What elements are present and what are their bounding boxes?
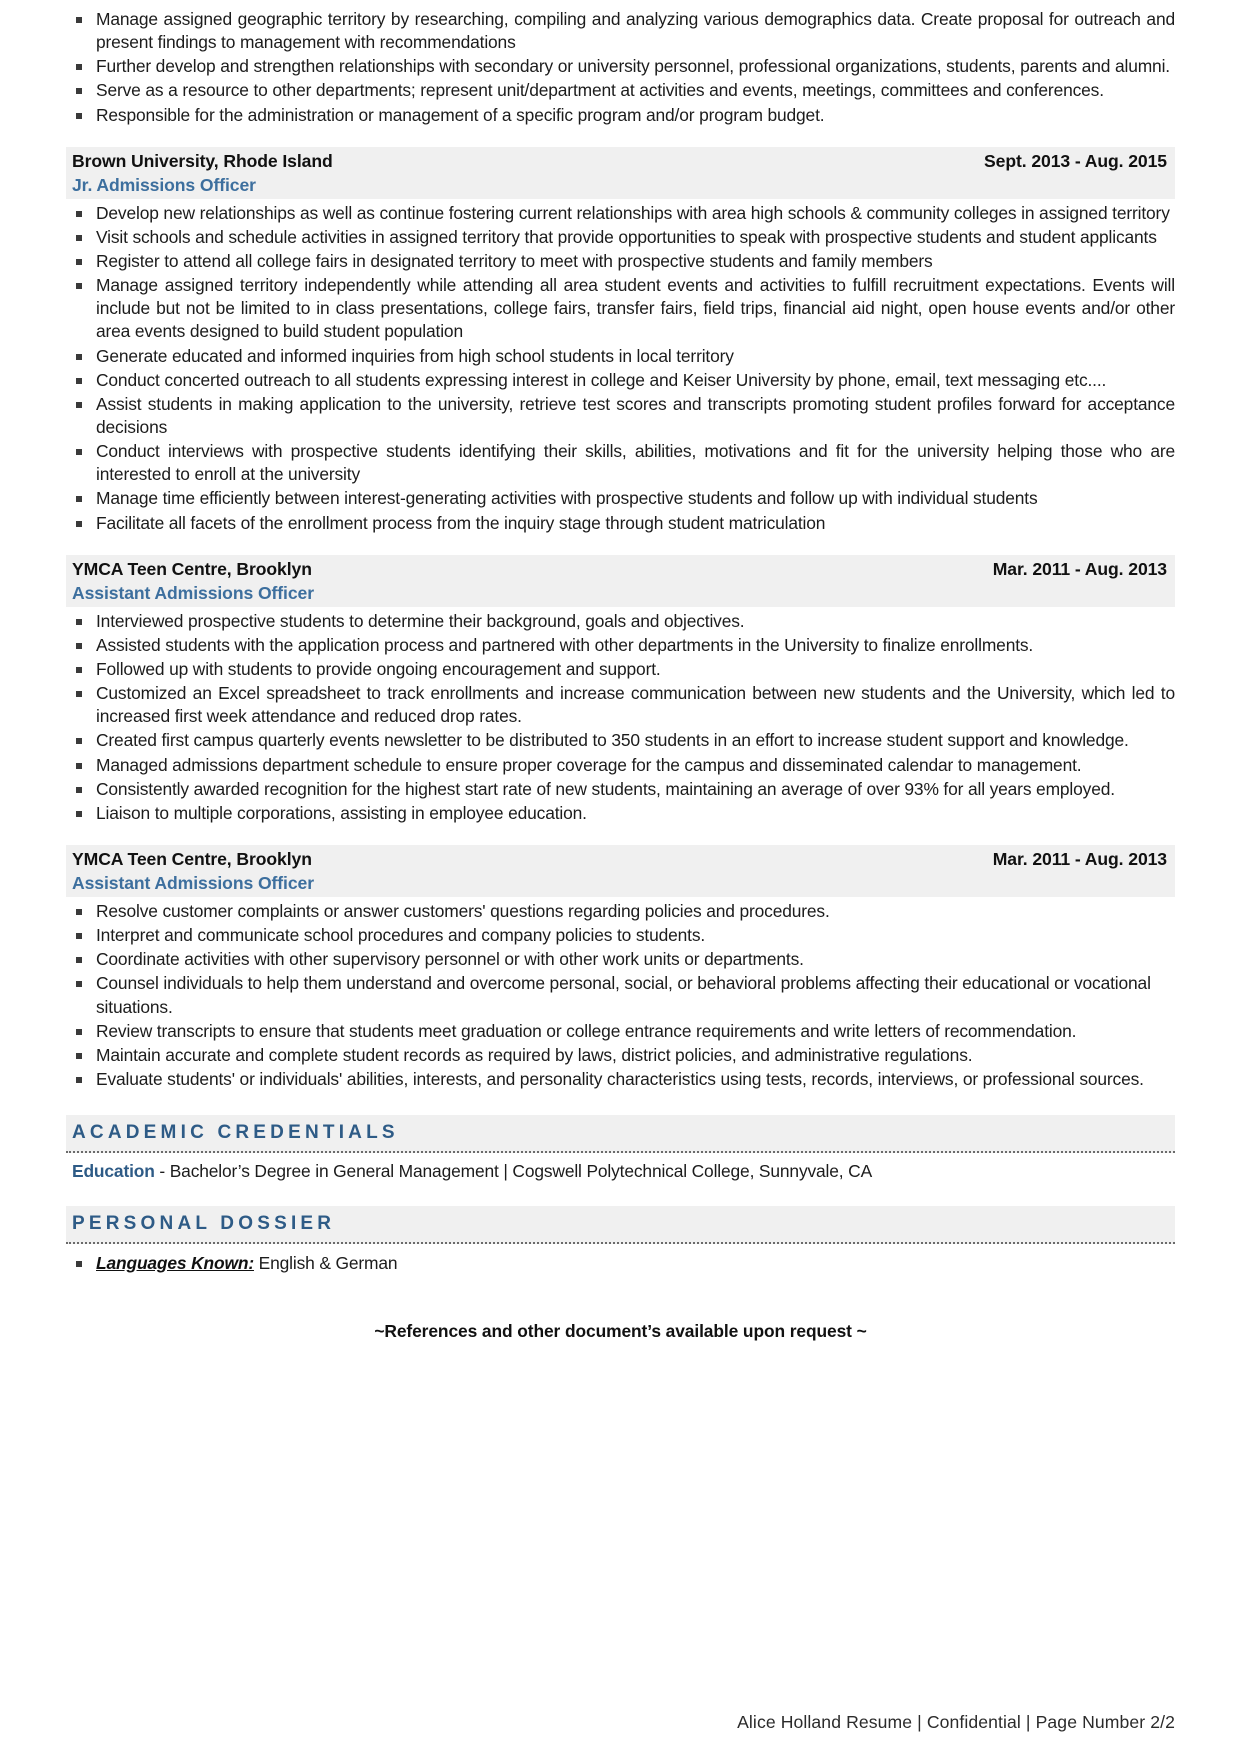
list-item: Coordinate activities with other supervisory personnel or with other work units or departments. [66, 948, 1175, 971]
job-header-line [72, 849, 1167, 870]
job-title: Jr. Admissions Officer [72, 174, 256, 195]
languages-label: Languages Known: [96, 1253, 254, 1274]
section-title: ACADEMIC CREDENTIALS [72, 1122, 399, 1144]
job-company: Brown University, Rhode Island [72, 150, 333, 171]
continued-duties-list [66, 8, 1175, 127]
list-item: Manage assigned geographic territory by researching, compiling and analyzing various demographics data. Create proposal for outreach and present findings to management with recommendations [66, 8, 1175, 54]
list-item: Responsible for the administration or management of a specific program and/or program budget. [66, 104, 1175, 127]
section-band-personal-dossier [66, 1206, 1175, 1244]
list-item: Assist students in making application to the university, retrieve test scores and transcripts promoting student profiles forward for acceptance decisions [66, 393, 1175, 439]
job-dates: Mar. 2011 - Aug. 2013 [992, 848, 1167, 869]
list-item: Serve as a resource to other departments; represent unit/department at activities and events, meetings, committees and conferences. [66, 79, 1175, 102]
list-item [66, 1252, 1175, 1275]
list-item: Visit schools and schedule activities in assigned territory that provide opportunities to speak with prospective students and student applicants [66, 226, 1175, 249]
section-band-academic-credentials [66, 1115, 1175, 1153]
job-header-line [72, 559, 1167, 580]
job-header-1 [66, 555, 1175, 607]
job-header-2 [66, 845, 1175, 897]
job-title: Assistant Admissions Officer [72, 582, 314, 603]
languages-value: English & German [253, 1253, 398, 1274]
page-footer: Alice Holland Resume | Confidential | Page Number 2/2 [737, 1712, 1175, 1732]
education-text: - Bachelor’s Degree in General Management | Cogswell Polytechnical College, Sunnyvale, CA [154, 1161, 873, 1182]
list-item: Facilitate all facets of the enrollment process from the inquiry stage through student matriculation [66, 512, 1175, 535]
job-dates: Mar. 2011 - Aug. 2013 [992, 558, 1167, 579]
job-duties-list-1 [66, 610, 1175, 825]
list-item: Customized an Excel spreadsheet to track enrollments and increase communication between new students and the University, which led to increased first week attendance and reduced drop rates. [66, 682, 1175, 728]
job-header-0 [66, 147, 1175, 199]
job-title: Assistant Admissions Officer [72, 872, 314, 893]
list-item: Develop new relationships as well as continue fostering current relationships with area high schools & community colleges in assigned territory [66, 202, 1175, 225]
list-item: Interpret and communicate school procedures and company policies to students. [66, 924, 1175, 947]
list-item: Maintain accurate and complete student records as required by laws, district policies, and administrative regulations. [66, 1044, 1175, 1067]
list-item: Followed up with students to provide ongoing encouragement and support. [66, 658, 1175, 681]
list-item: Generate educated and informed inquiries from high school students in local territory [66, 345, 1175, 368]
list-item: Manage assigned territory independently while attending all area student events and activities to fulfill recruitment expectations. Events will include but not be limited to in class presentations, college fairs, transfer fairs, field trips, financial aid night, open house events and/or other area events designed to build student population [66, 274, 1175, 343]
references-note: ~References and other document’s available upon request ~ [374, 1321, 867, 1342]
job-header-line [72, 151, 1167, 172]
job-company: YMCA Teen Centre, Brooklyn [72, 558, 312, 579]
personal-dossier-list [66, 1252, 1175, 1275]
list-item: Evaluate students' or individuals' abilities, interests, and personality characteristics using tests, records, interviews, or professional sources. [66, 1068, 1175, 1091]
job-duties-list-0 [66, 202, 1175, 535]
list-item: Interviewed prospective students to determine their background, goals and objectives. [66, 610, 1175, 633]
list-item: Liaison to multiple corporations, assisting in employee education. [66, 802, 1175, 825]
education-label: Education [72, 1161, 155, 1182]
job-duties-list-2 [66, 900, 1175, 1091]
section-title: PERSONAL DOSSIER [72, 1213, 336, 1235]
list-item: Consistently awarded recognition for the highest start rate of new students, maintaining an average of over 93% for all years employed. [66, 778, 1175, 801]
list-item: Assisted students with the application process and partnered with other departments in the University to finalize enrollments. [66, 634, 1175, 657]
list-item: Conduct concerted outreach to all students expressing interest in college and Keiser University by phone, email, text messaging etc.... [66, 369, 1175, 392]
list-item: Counsel individuals to help them understand and overcome personal, social, or behavioral problems affecting their educational or vocational situations. [66, 972, 1175, 1018]
list-item: Register to attend all college fairs in designated territory to meet with prospective students and family members [66, 250, 1175, 273]
list-item: Further develop and strengthen relationships with secondary or university personnel, professional organizations, students, parents and alumni. [66, 55, 1175, 78]
list-item: Managed admissions department schedule to ensure proper coverage for the campus and disseminated calendar to management. [66, 754, 1175, 777]
list-item: Manage time efficiently between interest-generating activities with prospective students and follow up with individual students [66, 487, 1175, 510]
list-item: Review transcripts to ensure that students meet graduation or college entrance requirements and write letters of recommendation. [66, 1020, 1175, 1043]
list-item: Created first campus quarterly events newsletter to be distributed to 350 students in an effort to increase student support and knowledge. [66, 729, 1175, 752]
education-entry [66, 1161, 1175, 1182]
list-item: Conduct interviews with prospective students identifying their skills, abilities, motivations and fit for the university helping those who are interested to enroll at the university [66, 440, 1175, 486]
job-dates: Sept. 2013 - Aug. 2015 [984, 150, 1167, 171]
list-item: Resolve customer complaints or answer customers' questions regarding policies and procedures. [66, 900, 1175, 923]
job-company: YMCA Teen Centre, Brooklyn [72, 848, 312, 869]
